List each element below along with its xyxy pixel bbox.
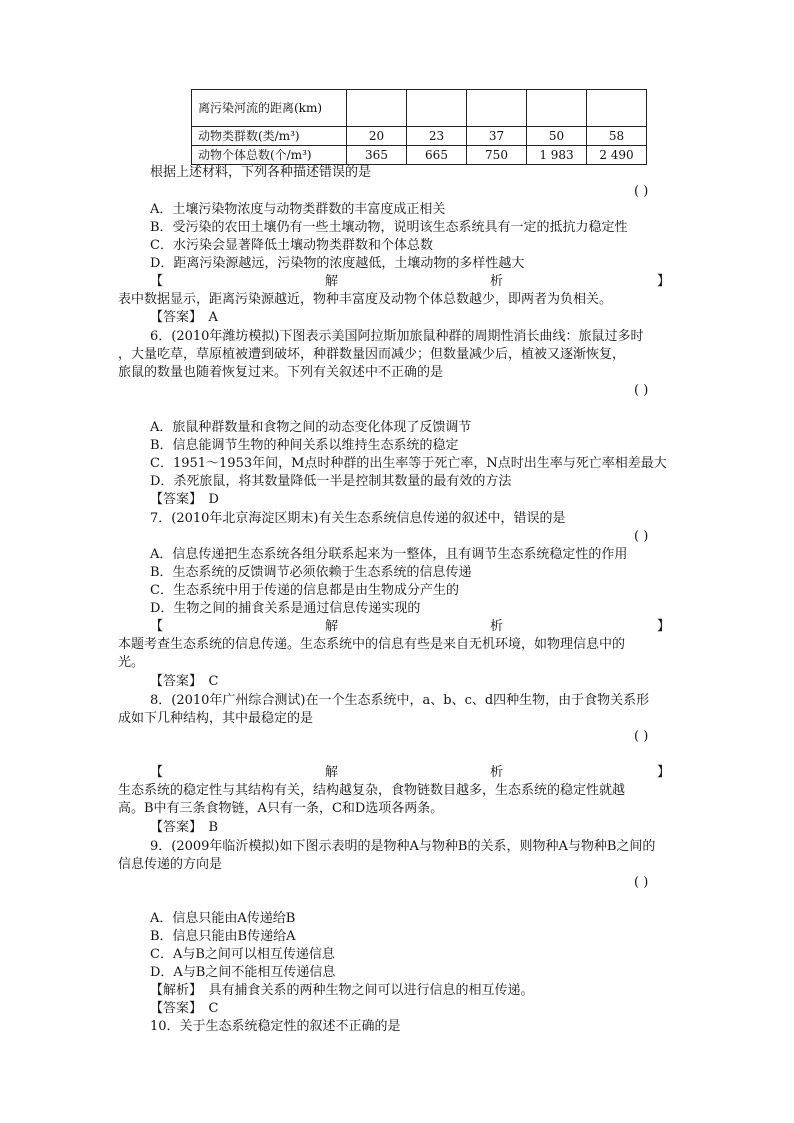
table-cell: 50 xyxy=(527,127,587,146)
heading-char: 解 xyxy=(325,765,339,780)
table-cell: 1 983 xyxy=(527,146,587,165)
q7-option-d: D．生物之间的捕食关系是通过信息传递实现的 xyxy=(150,601,421,616)
data-table xyxy=(191,89,647,165)
q7-analysis-line1: 本题考查生态系统的信息传递。生态系统中的信息有些是来自无机环境，如物理信息中的 xyxy=(118,637,626,652)
q5-option-b: B．受污染的农田土壤仍有一些土壤动物，说明该生态系统具有一定的抵抗力稳定性 xyxy=(150,220,628,235)
q7-answer: 【答案】 C xyxy=(150,674,219,689)
bracket-close: 】 xyxy=(656,274,670,289)
table-cell: 365 xyxy=(347,146,407,165)
q9-option-c: C．A与B之间可以相互传递信息 xyxy=(150,947,335,962)
bracket-open: 【 xyxy=(150,619,164,634)
table-row xyxy=(192,90,647,127)
heading-char: 解 xyxy=(325,619,339,634)
bracket-open: 【 xyxy=(150,274,164,289)
q5-stem: 根据上述材料，下列各种描述错误的是 xyxy=(150,165,372,180)
table-cell xyxy=(527,90,587,127)
table-cell: 2 490 xyxy=(587,146,647,165)
heading-char: 析 xyxy=(490,619,504,634)
q5-option-c: C．水污染会显著降低土壤动物类群数和个体总数 xyxy=(150,238,433,253)
q5-option-d: D．距离污染源越远，污染物的浓度越低，土壤动物的多样性越大 xyxy=(150,256,525,271)
q10-stem: 10．关于生态系统稳定性的叙述不正确的是 xyxy=(150,1019,401,1034)
q9-option-d: D．A与B之间不能相互传递信息 xyxy=(150,965,336,980)
q6-option-a: A．旅鼠种群数量和食物之间的动态变化体现了反馈调节 xyxy=(150,420,472,435)
q9-stem-line1: 9．(2009年临沂模拟)如下图示表明的是物种A与物种B的关系，则物种A与物种B之间的 xyxy=(150,839,656,854)
q7-option-a: A．信息传递把生态系统各组分联系起来为一整体，且有调节生态系统稳定性的作用 xyxy=(150,547,628,562)
q7-stem: 7．(2010年北京海淀区期末)有关生态系统信息传递的叙述中，错误的是 xyxy=(150,511,566,526)
heading-char: 解 xyxy=(325,274,339,289)
table-cell: 37 xyxy=(467,127,527,146)
q7-option-c: C．生态系统中用于传递的信息都是由生物成分产生的 xyxy=(150,583,459,598)
q7-answer-paren: ( ) xyxy=(634,529,649,544)
q9-answer: 【答案】 C xyxy=(150,1001,219,1016)
heading-char: 析 xyxy=(490,765,504,780)
q7-analysis-line2: 光。 xyxy=(118,655,145,670)
q5-analysis: 表中数据显示，距离污染源越近，物种丰富度及动物个体总数越少，即两者为负相关。 xyxy=(118,292,613,307)
row-header: 动物类群数(类/m³) xyxy=(192,127,347,146)
table-row xyxy=(192,146,647,165)
q8-answer: 【答案】 B xyxy=(150,820,219,835)
q6-stem-line1: 6．(2010年潍坊模拟)下图表示美国阿拉斯加旅鼠种群的周期性消长曲线：旅鼠过多时 xyxy=(150,329,644,344)
heading-char: 析 xyxy=(490,274,504,289)
table-cell: 750 xyxy=(467,146,527,165)
q7-option-b: B．生态系统的反馈调节必须依赖于生态系统的信息传递 xyxy=(150,565,472,580)
q9-analysis: 【解析】 具有捕食关系的两种生物之间可以进行信息的相互传递。 xyxy=(150,983,534,998)
table-cell: 20 xyxy=(347,127,407,146)
q5-answer: 【答案】 A xyxy=(150,310,218,325)
q8-stem-line2: 成如下几种结构，其中最稳定的是 xyxy=(118,711,314,726)
q9-stem-line2: 信息传递的方向是 xyxy=(118,857,223,872)
table-row xyxy=(192,127,647,146)
q6-option-b: B．信息能调节生物的种间关系以维持生态系统的稳定 xyxy=(150,438,459,453)
row-header: 动物个体总数(个/m³) xyxy=(192,146,347,165)
q9-option-b: B．信息只能由B传递给A xyxy=(150,929,296,944)
q6-option-c: C．1951～1953年间，M点时种群的出生率等于死亡率，N点时出生率与死亡率相差最大 xyxy=(150,456,667,471)
q5-answer-paren: ( ) xyxy=(634,184,649,199)
q6-stem-line3: 旅鼠的数量也随着恢复过来。下列有关叙述中不正确的是 xyxy=(118,365,444,380)
table-cell: 665 xyxy=(407,146,467,165)
table-cell xyxy=(467,90,527,127)
bracket-close: 】 xyxy=(656,765,670,780)
q9-answer-paren: ( ) xyxy=(634,875,649,890)
q6-stem-line2: ，大量吃草，草原植被遭到破坏，种群数量因而减少；但数量减少后，植被又逐渐恢复， xyxy=(118,347,626,362)
q8-analysis-line2: 高。B中有三条食物链，A只有一条，C和D选项各两条。 xyxy=(118,801,444,816)
table-cell: 58 xyxy=(587,127,647,146)
table-cell: 23 xyxy=(407,127,467,146)
table-cell xyxy=(347,90,407,127)
q8-analysis-line1: 生态系统的稳定性与其结构有关，结构越复杂，食物链数目越多，生态系统的稳定性就越 xyxy=(118,783,626,798)
table-cell xyxy=(407,90,467,127)
q8-stem-line1: 8．(2010年广州综合测试)在一个生态系统中，a、b、c、d四种生物，由于食物关系形 xyxy=(150,693,650,708)
bracket-close: 】 xyxy=(656,619,670,634)
bracket-open: 【 xyxy=(150,765,164,780)
row-header: 离污染河流的距离(km) xyxy=(192,90,347,127)
table-cell xyxy=(587,90,647,127)
q6-option-d: D．杀死旅鼠，将其数量降低一半是控制其数量的最有效的方法 xyxy=(150,474,512,489)
q6-answer: 【答案】 D xyxy=(150,492,219,507)
q6-answer-paren: ( ) xyxy=(634,383,649,398)
q9-option-a: A．信息只能由A传递给B xyxy=(150,911,296,926)
q5-option-a: A．土壤污染物浓度与动物类群数的丰富度成正相关 xyxy=(150,202,446,217)
q8-answer-paren: ( ) xyxy=(634,729,649,744)
